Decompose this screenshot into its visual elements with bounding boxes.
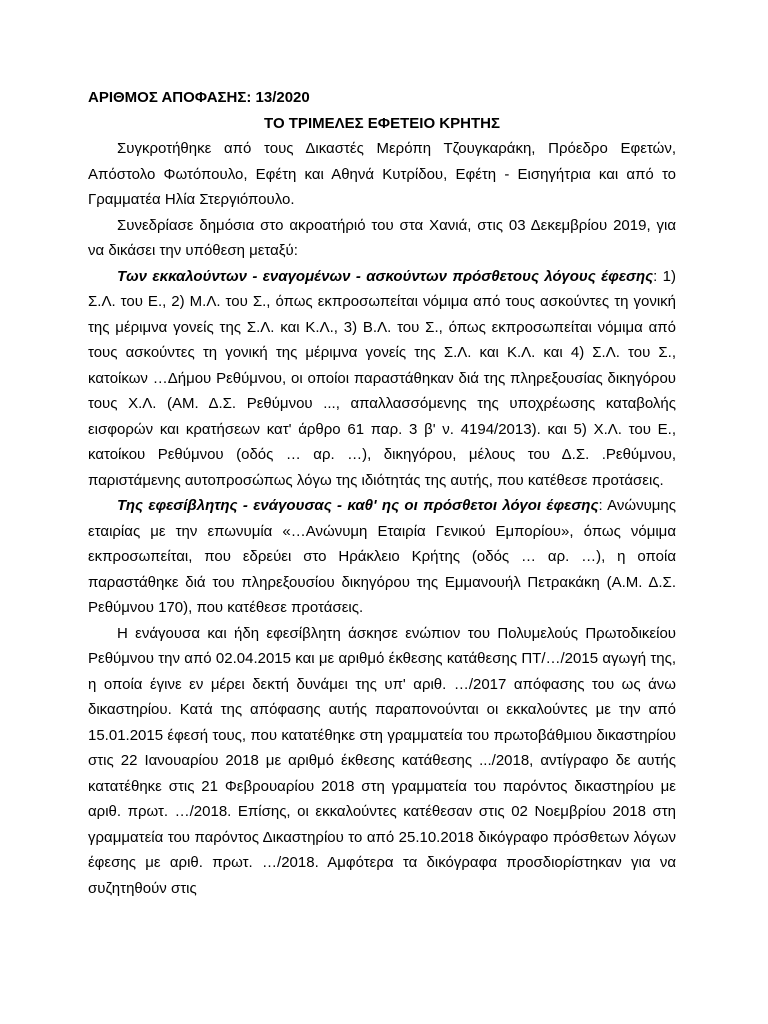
paragraph-procedure: Η ενάγουσα και ήδη εφεσίβλητη άσκησε ενώπιον του Πολυμελούς Πρωτοδικείου Ρεθύμνου την από 02.04.2015 και με αριθμό έκθεσης κατάθεσης ΠΤ/…/2015 αγωγή της, η οποία έγινε εν μέρει δεκτή δυνάμει της υπ' αριθ. …/2017 απόφασης του ως άνω δικαστηρίου. Κατά της απόφασης αυτής παραπονούνται οι εκκαλούντες με την από 15.01.2015 έφεσή τους, που κατατέθηκε στη γραμματεία του πρωτοβάθμιου δικαστηρίου στις 22 Ιανουαρίου 2018 με αριθμό έκθεσης κατάθεσης .../2018, αντίγραφο δε αυτής κατατέθηκε στις 21 Φεβρουαρίου 2018 στη γραμματεία του παρόντος δικαστηρίου με αριθ. πρωτ. …/2018. Επίσης, οι εκκαλούντες κατέθεσαν στις 02 Νοεμβρίου 2018 στη γραμματεία του παρόντος Δικαστηρίου το από 25.10.2018 δικόγραφο πρόσθετων λόγων έφεσης με αριθ. πρωτ. …/2018. Αμφότερα τα δικόγραφα προσδιορίστηκαν για να συζητηθούν στις (88, 624, 676, 897)
appellants-text: : 1) Σ.Λ. του Ε., 2) Μ.Λ. του Σ., όπως εκπροσωπείται νόμιμα από τους ασκούντες τη γονική της μέριμνα γονείς της Σ.Λ. και Κ.Λ., 3) Β.Λ. του Σ., όπως εκπροσωπείται νόμιμα από τους ασκούντες τη γονική της μέριμνα γονείς της Σ.Λ. και Κ.Λ. και 4) Σ.Λ. του Σ., κατοίκων …Δήμου Ρεθύμνου, οι οποίοι παραστάθηκαν διά της πληρεξουσίας δικηγόρου τους Χ.Λ. (ΑΜ. Δ.Σ. Ρεθύμνου ..., απαλλασσόμενης της υποχρέωσης καταβολής εισφορών και κρατήσεων κατ' άρθρο 61 παρ. 3 β' ν. 4194/2013). και 5) Χ.Λ. του Ε., κατοίκου Ρεθύμνου (οδός … αρ. …), δικηγόρου, μέλους του Δ.Σ. .Ρεθύμνου, παριστάμενης αυτοπροσώπως λόγω της ιδιότητάς της αυτής, που κατέθεσε προτάσεις. (88, 267, 676, 489)
appellants-label: Των εκκαλούντων - εναγομένων - ασκούντων πρόσθετους λόγους έφεσης (117, 267, 654, 285)
respondent-text: : Ανώνυμης εταιρίας με την επωνυμία «…Ανώνυμη Εταιρία Γενικού Εμπορίου», όπως νόμιμα εκπροσωπείται, που εδρεύει στο Ηράκλειο Κρήτης (οδός … αρ. …), η οποία παραστάθηκε διά του πληρεξουσίου δικηγόρου της Εμμανουήλ Πετρακάκη (Α.Μ. Δ.Σ. Ρεθύμνου 170), που κατέθεσε προτάσεις. (88, 497, 677, 616)
paragraph-composition: Συγκροτήθηκε από τους Δικαστές Μερόπη Τζουγκαράκη, Πρόεδρο Εφετών, Απόστολο Φωτόπουλο, Εφέτη και Αθηνά Κυτρίδου, Εφέτη - Εισηγήτρια και από το Γραμματέα Ηλία Στεργιόπουλο. (88, 140, 676, 208)
paragraph-appellants (88, 264, 676, 494)
paragraph-respondent (88, 493, 676, 621)
decision-number: ΑΡΙΘΜΟΣ ΑΠΟΦΑΣΗΣ: 13/2020 (88, 89, 310, 106)
court-title: ΤΟ ΤΡΙΜΕΛΕΣ ΕΦΕΤΕΙΟ ΚΡΗΤΗΣ (264, 114, 500, 132)
paragraph-session: Συνεδρίασε δημόσια στο ακροατήριό του στα Χανιά, στις 03 Δεκεμβρίου 2019, για να δικάσει την υπόθεση μεταξύ: (88, 216, 676, 259)
respondent-label: Της εφεσίβλητης - ενάγουσας - καθ' ης οι πρόσθετοι λόγοι έφεσης (117, 497, 599, 514)
document-body (88, 85, 676, 901)
